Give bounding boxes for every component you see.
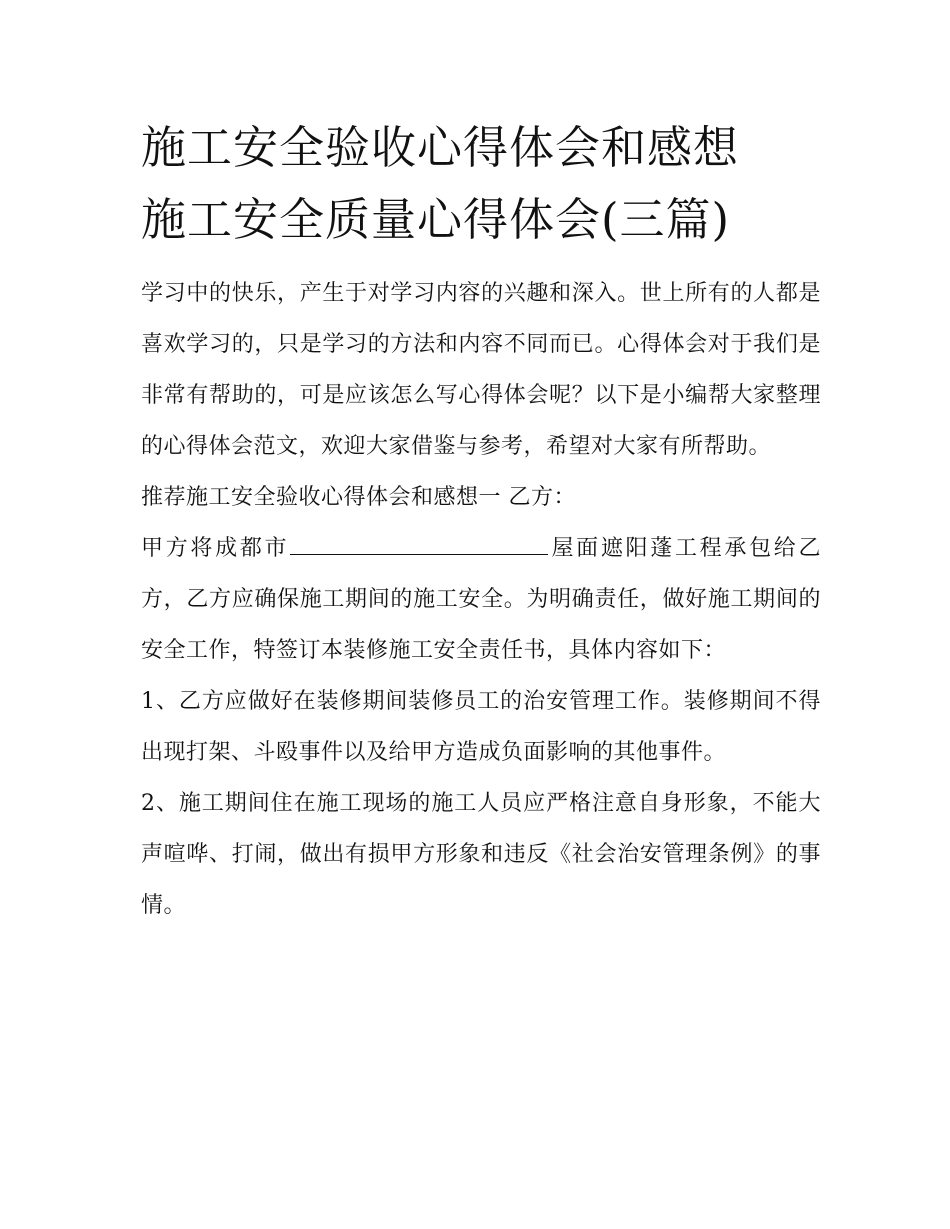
document-title — [141, 112, 821, 256]
clause-item-1: 1、乙方应做好在装修期间装修员工的治安管理工作。装修期间不得出现打架、斗殴事件以及给甲方造成负面影响的其他事件。 — [141, 689, 821, 765]
fill-in-blank-line — [290, 530, 548, 555]
contract-text-before-blank: 甲方将成都市 — [141, 536, 290, 561]
document-page — [141, 112, 821, 931]
section-heading: 推荐施工安全验收心得体会和感想一 乙方： — [141, 485, 576, 510]
contract-paragraph — [141, 523, 821, 676]
contract-text-after-blank: 屋面遮阳蓬工程承包给乙方，乙方应确保施工期间的施工安全。为明确责任，做好施工期间的安全工作，特签订本装修施工安全责任书，具体内容如下： — [141, 536, 821, 663]
title-line-2: 施工安全质量心得体会(三篇) — [141, 193, 731, 246]
clause-item-2: 2、施工期间住在施工现场的施工人员应严格注意自身形象，不能大声喧哗、打闹，做出有损甲方形象和违反《社会治安管理条例》的事情。 — [141, 791, 821, 918]
document-body — [141, 268, 821, 931]
intro-paragraph: 学习中的快乐，产生于对学习内容的兴趣和深入。世上所有的人都是喜欢学习的，只是学习的方法和内容不同而已。心得体会对于我们是非常有帮助的，可是应该怎么写心得体会呢？以下是小编帮大家整理的心得体会范文，欢迎大家借鉴与参考，希望对大家有所帮助。 — [141, 281, 821, 459]
title-line-1: 施工安全验收心得体会和感想 — [141, 121, 740, 174]
